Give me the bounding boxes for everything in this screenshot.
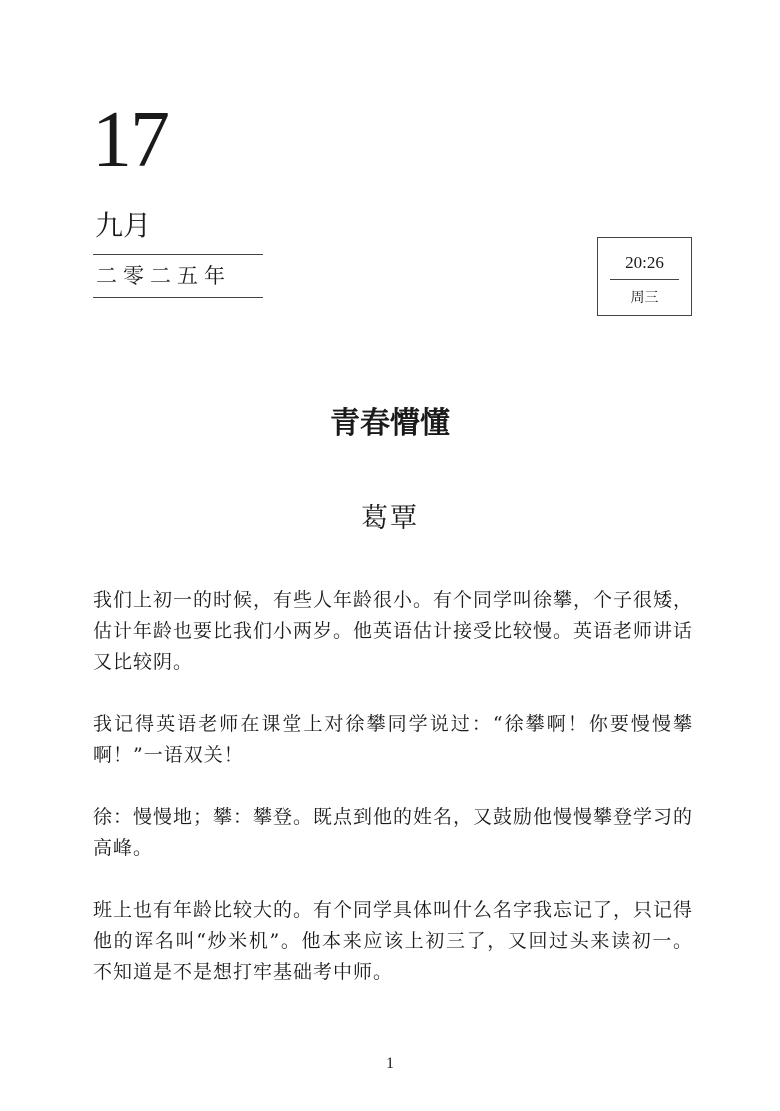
paragraph: 徐：慢慢地；攀：攀登。既点到他的姓名，又鼓励他慢慢攀登学习的高峰。 <box>93 806 694 859</box>
article-body <box>93 585 693 1019</box>
divider <box>93 254 263 255</box>
date-month: 九月 <box>95 209 152 242</box>
time-text: 20:26 <box>625 253 664 272</box>
divider <box>93 297 263 298</box>
divider <box>610 279 679 280</box>
weekday-text: 周三 <box>630 290 659 306</box>
paragraph: 我记得英语老师在课堂上对徐攀同学说过：“徐攀啊！你要慢慢攀啊！”一语双关！ <box>93 713 693 766</box>
article-author: 葛覃 <box>361 503 419 534</box>
time-box <box>597 237 692 316</box>
paragraph: 班上也有年龄比较大的。有个同学具体叫什么名字我忘记了，只记得他的诨名叫“炒米机”。他本来应该上初三了，又回过头来读初一。不知道是不是想打牢基础考中师。 <box>93 899 694 983</box>
article-title: 青春懵懂 <box>330 406 450 441</box>
date-year: 二零二五年 <box>96 264 231 288</box>
paragraph: 我们上初一的时候，有些人年龄很小。有个同学叫徐攀，个子很矮，估计年龄也要比我们小两岁。他英语估计接受比较慢。英语老师讲话又比较阴。 <box>93 589 694 673</box>
date-day: 17 <box>92 96 168 184</box>
page-number: 1 <box>386 1055 394 1072</box>
